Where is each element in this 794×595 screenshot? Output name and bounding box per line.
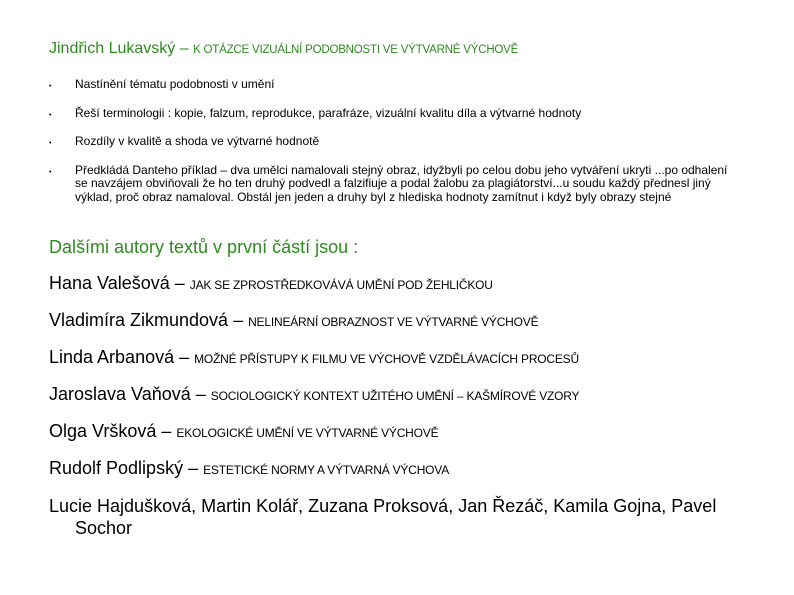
bullet-item [49, 135, 739, 149]
bullet-item [49, 164, 739, 205]
author-separator: – [174, 347, 195, 367]
bullet-list [49, 78, 739, 219]
heading-separator: – [175, 40, 194, 57]
author-name: Rudolf Podlipský [49, 458, 184, 478]
author-entry [49, 458, 769, 480]
bullet-text: Řeší terminologii : kopie, falzum, reprodukce, parafráze, vizuální kvalitu díla a výtvarné hodnoty [75, 105, 582, 120]
bullet-item [49, 78, 739, 92]
bullet-marker: • [49, 83, 52, 90]
bullet-marker: • [49, 168, 52, 176]
final-authors: Lucie Hajdušková, Martin Kolář, Zuzana Proksová, Jan Řezáč, Kamila Gojna, Pavel Sochor [49, 496, 717, 538]
author-work: NELINEÁRNÍ OBRAZNOST VE VÝTVARNÉ VÝCHOVĚ [248, 315, 539, 329]
author-separator: – [169, 273, 190, 293]
author-work: SOCIOLOGICKÝ KONTEXT UŽITÉHO UMĚNÍ – KAŠMÍROVÉ VZORY [210, 389, 580, 403]
bullet-text: Rozdíly v kvalitě a shoda ve výtvarné hodnotě [75, 134, 320, 148]
author-separator: – [183, 458, 204, 478]
bullet-text: Nastínění tématu podobnosti v umění [75, 77, 275, 91]
bullet-marker: • [49, 140, 52, 147]
author-name: Olga Vršková [49, 421, 157, 441]
author-name: Linda Arbanová [49, 347, 175, 367]
others-heading: Dalšími autory textů v první částí jsou : [49, 237, 359, 257]
author-work: EKOLOGICKÉ UMĚNÍ VE VÝTVARNÉ VÝCHOVĚ [176, 426, 439, 440]
author-separator: – [228, 310, 249, 330]
author-name: Hana Valešová [49, 273, 170, 293]
author-separator: – [156, 421, 177, 441]
slide-heading [49, 40, 518, 58]
bullet-marker: • [49, 111, 52, 119]
author-work: JAK SE ZPROSTŘEDKOVÁVÁ UMĚNÍ POD ŽEHLIČKOU [189, 278, 493, 292]
heading-author: Jindřich Lukavský [49, 40, 176, 57]
author-entry [49, 421, 769, 443]
author-entry [49, 273, 769, 295]
author-separator: – [190, 384, 211, 404]
heading-title: K OTÁZCE VIZUÁLNÍ PODOBNOSTI VE VÝTVARNÉ VÝCHOVĚ [193, 44, 519, 56]
bullet-item [49, 107, 739, 121]
author-work: ESTETICKÉ NORMY A VÝTVARNÁ VÝCHOVA [203, 463, 450, 477]
bullet-text: Předkládá Danteho příklad – dva umělci namalovali stejný obraz, idyžbyli po celou dobu jeho vytváření ukryti ...po odhalení se navzájem obviňovali že ho ten druhý podvedl a falzifiuje a podal žalobu za plagiátorství...u soudu každý přednesl jiný výklad, proč obraz namaloval. Obstál jen jeden a druhy byl z hlediska hodnoty zamítnut i když byly obrazy stejné [75, 162, 728, 204]
authors-list [49, 273, 769, 554]
author-entry [49, 384, 769, 406]
author-entry [49, 347, 769, 369]
author-entry [49, 310, 769, 332]
author-work: MOŽNÉ PŘÍSTUPY K FILMU VE VÝCHOVĚ VZDĚLÁVACÍCH PROCESŮ [194, 352, 579, 366]
author-name: Jaroslava Vaňová [49, 384, 191, 404]
author-name: Vladimíra Zikmundová [49, 310, 229, 330]
